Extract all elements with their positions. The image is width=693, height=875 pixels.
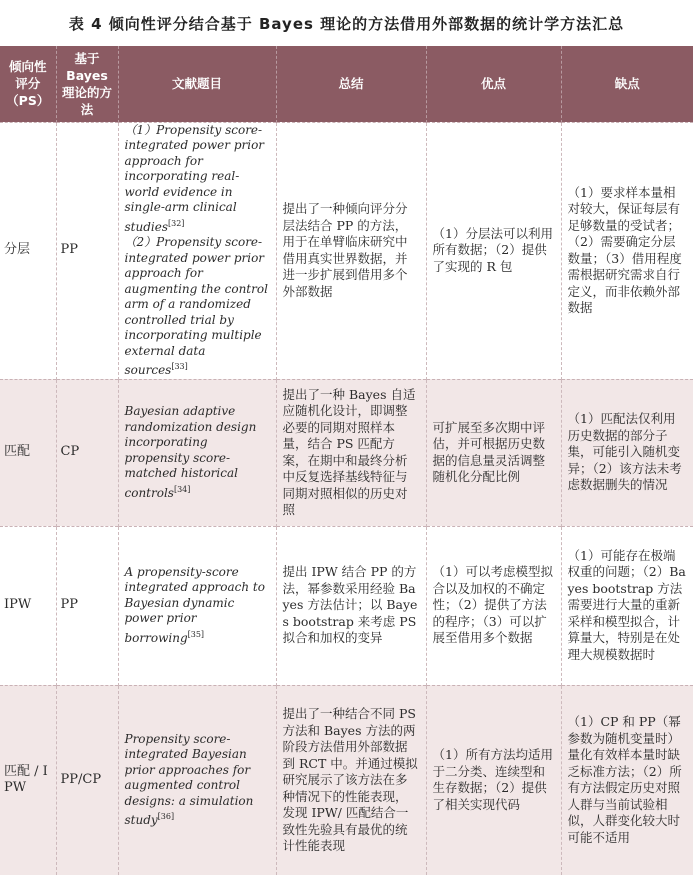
cell-title: [118, 526, 276, 685]
reference-mark: [35]: [187, 629, 205, 639]
cell-summary: 提出 IPW 结合 PP 的方法，幂参数采用经验 Bayes 方法估计；以 Bayes bootstrap 来考虑 PS 拟合和加权的变异: [276, 526, 426, 685]
cell-cons: （1）可能存在极端权重的问题；（2）Bayes bootstrap 方法需要进行大量的重新采样和模型拟合，计算量大，特别是在处理大规模数据时: [561, 526, 693, 685]
reference-mark: [34]: [173, 484, 191, 494]
cell-method: 匹配: [0, 379, 56, 526]
cell-method: 分层: [0, 122, 56, 379]
header-row: [0, 46, 693, 122]
title-text: （1）Propensity score-integrated power prior approach for incorporating real-world evidence in single-arm clinical studies: [124, 122, 265, 234]
methods-table: [0, 46, 693, 875]
reference-mark: [33]: [171, 362, 188, 371]
cell-bayes: PP: [56, 122, 118, 379]
header-pros: 优点: [426, 46, 561, 122]
cell-pros: （1）所有方法均适用于二分类、连续型和生存数据；（2）提供了相关实现代码: [426, 685, 561, 875]
cell-cons: （1）CP 和 PP（幂参数为随机变量时）量化有效样本量时缺乏标准方法；（2）所有方法假定历史对照人群与当前试验相似，人群变化较大时可能不适用: [561, 685, 693, 875]
cell-pros: （1）可以考虑模型拟合以及加权的不确定性；（2）提供了方法的程序；（3）可以扩展至借用多个数据: [426, 526, 561, 685]
title-text: A propensity-score integrated approach to Bayesian dynamic power prior borrowing: [124, 564, 265, 645]
title-text: Bayesian adaptive randomization design incorporating propensity score-matched historical controls: [124, 404, 257, 500]
cell-method: 匹配 / IPW: [0, 685, 56, 875]
title-text: （2）Propensity score-integrated power prior approach for augmenting the control arm of a randomized controlled trial by incorporating multiple external data sources: [124, 235, 268, 377]
table-row: [0, 122, 693, 379]
cell-title: [118, 379, 276, 526]
cell-bayes: PP: [56, 526, 118, 685]
header-cons: 缺点: [561, 46, 693, 122]
cell-title: [118, 122, 276, 379]
cell-bayes: PP/CP: [56, 685, 118, 875]
header-title: 文献题目: [118, 46, 276, 122]
table-row: [0, 685, 693, 875]
header-ps: 倾向性评分（PS）: [0, 46, 56, 122]
reference-mark: [32]: [168, 218, 185, 228]
cell-pros: 可扩展至多次期中评估，并可根据历史数据的信息量灵活调整随机化分配比例: [426, 379, 561, 526]
cell-cons: （1）要求样本量相对较大，保证每层有足够数量的受试者；（2）需要确定分层数量；（3）借用程度需根据研究需求自行定义，而非依赖外部数据: [561, 122, 693, 379]
table-row: [0, 379, 693, 526]
table-row: [0, 526, 693, 685]
cell-cons: （1）匹配法仅利用历史数据的部分子集，可能引入随机变异；（2）该方法未考虑数据删失的情况: [561, 379, 693, 526]
cell-summary: 提出了一种 Bayes 自适应随机化设计，即调整必要的同期对照样本量，结合 PS 匹配方案，在期中和最终分析中反复选择基线特征与同期对照相似的历史对照: [276, 379, 426, 526]
cell-summary: 提出了一种倾向评分分层法结合 PP 的方法，用于在单臂临床研究中借用真实世界数据，并进一步扩展到借用多个外部数据: [276, 122, 426, 379]
title-text: Propensity score-integrated Bayesian prior approaches for augmented control designs: a simulation study: [124, 731, 254, 828]
table-caption: 表 4 倾向性评分结合基于 Bayes 理论的方法借用外部数据的统计学方法汇总: [68, 14, 625, 33]
header-summary: 总结: [276, 46, 426, 122]
cell-pros: （1）分层法可以利用所有数据；（2）提供了实现的 R 包: [426, 122, 561, 379]
reference-mark: [36]: [157, 812, 175, 822]
cell-bayes: CP: [56, 379, 118, 526]
header-bayes: 基于 Bayes 理论的方法: [56, 46, 118, 122]
cell-summary: 提出了一种结合不同 PS 方法和 Bayes 方法的两阶段方法借用外部数据到 RCT 中。并通过模拟研究展示了该方法在多种情况下的性能表现，发现 IPW/ 匹配结合一致性先验具有最优的统计性能表现: [276, 685, 426, 875]
cell-method: IPW: [0, 526, 56, 685]
cell-title: [118, 685, 276, 875]
